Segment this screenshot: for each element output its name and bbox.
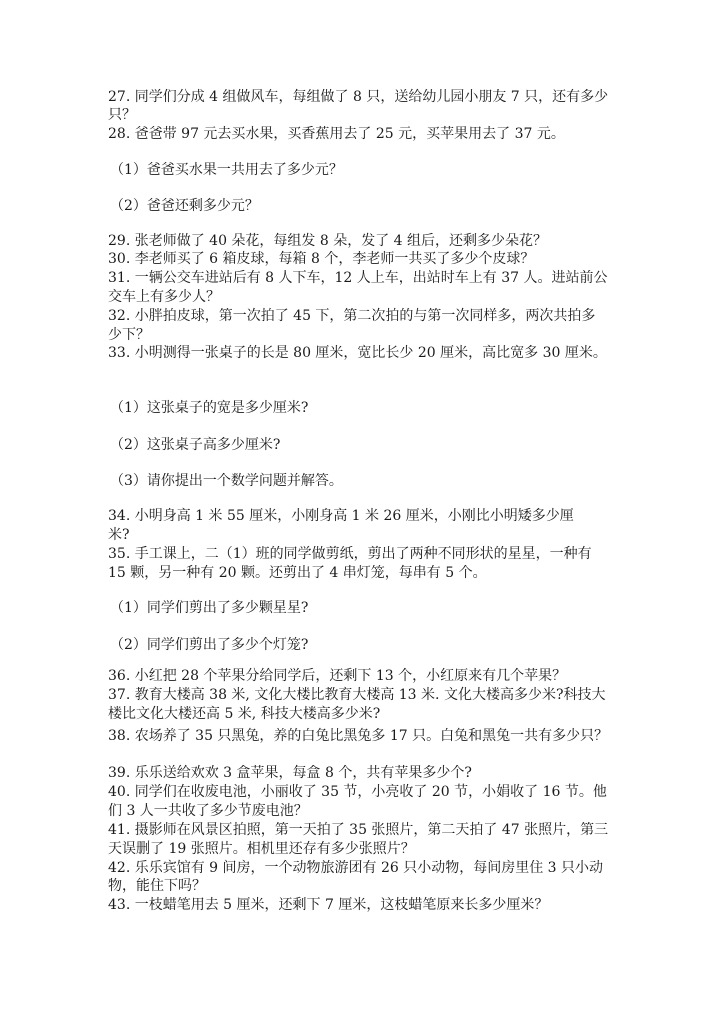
text-line: （2）爸爸还剩多少元？ — [110, 198, 259, 214]
text-line: 39. 乐乐送给欢欢 3 盒苹果，每盒 8 个，共有苹果多少个? — [108, 765, 472, 781]
text-line: 38. 农场养了 35 只黑兔，养的白兔比黑兔多 17 只。白兔和黑兔一共有多少只？ — [108, 728, 609, 744]
text-line: （1）同学们剪出了多少颗星星? — [110, 600, 309, 616]
text-line: 31. 一辆公交车进站后有 8 人下车，12 人上车，出站时车上有 37 人。进站前公 — [108, 270, 608, 286]
text-line: 交车上有多少人？ — [108, 289, 220, 305]
text-line: 29. 张老师做了 40 朵花，每组发 8 朵，发了 4 组后，还剩多少朵花？ — [108, 233, 548, 249]
text-line: 43. 一枝蜡笔用去 5 厘米，还剩下 7 厘米，这枝蜡笔原来长多少厘米？ — [108, 897, 549, 913]
text-line: 42. 乐乐宾馆有 9 间房，一个动物旅游团有 26 只小动物，每间房里住 3 只小动 — [108, 860, 604, 876]
text-line: （3）请你提出一个数学问题并解答。 — [110, 473, 343, 489]
text-line: 41. 摄影师在风景区拍照，第一天拍了 35 张照片，第二天拍了 47 张照片，第三 — [108, 822, 609, 838]
text-line: 37. 教育大楼高 38 米, 文化大楼比教育大楼高 13 米. 文化大楼高多少米?科技大 — [108, 687, 606, 703]
text-line: 只？ — [108, 107, 136, 123]
text-line: （1）爸爸买水果一共用去了多少元？ — [110, 162, 343, 178]
text-line: 28. 爸爸带 97 元去买水果，买香蕉用去了 25 元，买苹果用去了 37 元。 — [108, 126, 565, 142]
text-line: 32. 小胖拍皮球，第一次拍了 45 下，第二次拍的与第一次同样多，两次共拍多 — [108, 308, 596, 324]
text-line: 27. 同学们分成 4 组做风车，每组做了 8 只，送给幼儿园小朋友 7 只，还有多少 — [108, 89, 609, 105]
text-line: 33. 小明测得一张桌子的长是 80 厘米，宽比长少 20 厘米，高比宽多 30 厘米。 — [108, 345, 607, 361]
text-line: 36. 小红把 28 个苹果分给同学后，还剩下 13 个，小红原来有几个苹果？ — [108, 668, 567, 684]
text-line: 天误删了 19 张照片。相机里还存有多少张照片？ — [108, 841, 415, 857]
text-line: 米? — [108, 527, 130, 543]
text-line: 30. 李老师买了 6 箱皮球，每箱 8 个，李老师一共买了多少个皮球？ — [108, 251, 535, 267]
text-line: 15 颗，另一种有 20 颗。还剪出了 4 串灯笼，每串有 5 个。 — [108, 565, 487, 581]
text-line: 35. 手工课上，二（1）班的同学做剪纸，剪出了两种不同形状的星星，一种有 — [108, 546, 592, 562]
text-line: （2）这张桌子高多少厘米? — [110, 437, 281, 453]
text-line: 们 3 人一共收了多少节废电池？ — [108, 803, 308, 819]
text-line: 34. 小明身高 1 米 55 厘米，小刚身高 1 米 26 厘米，小刚比小明矮多少厘 — [108, 508, 574, 524]
text-line: 40. 同学们在收废电池，小丽收了 35 节，小亮收了 20 节，小娟收了 16 节。他 — [108, 784, 607, 800]
text-line: 物，能住下吗？ — [108, 878, 206, 894]
text-line: 楼比文化大楼还高 5 米, 科技大楼高多少米? — [108, 706, 381, 722]
text-line: （1）这张桌子的宽是多少厘米? — [110, 400, 309, 416]
text-line: （2）同学们剪出了多少个灯笼? — [110, 637, 309, 653]
text-line: 少下？ — [108, 327, 150, 343]
